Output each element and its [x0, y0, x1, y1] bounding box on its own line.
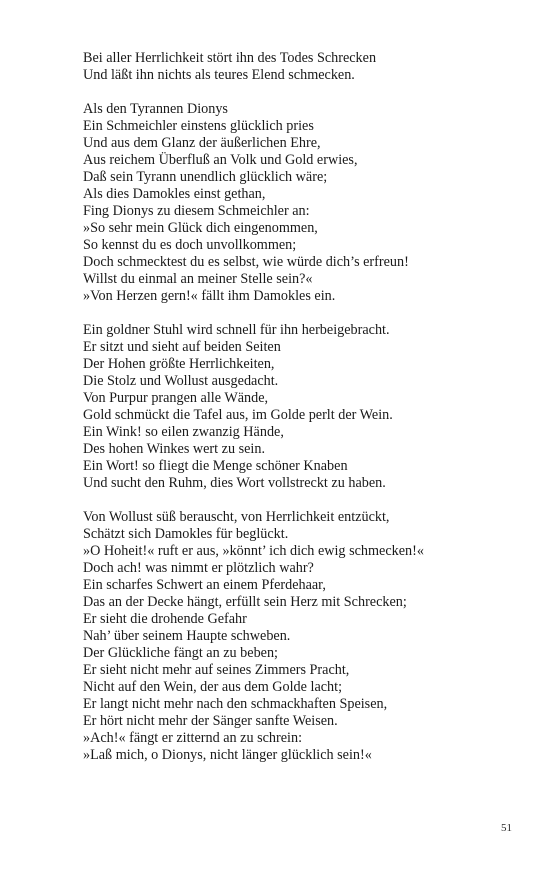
verse-line: Und läßt ihn nichts als teures Elend schmecken.	[83, 67, 355, 83]
verse-line: Nah’ über seinem Haupte schweben.	[83, 628, 291, 644]
verse-line: Aus reichem Überfluß an Volk und Gold erwies,	[83, 152, 358, 168]
verse-line: Und sucht den Ruhm, dies Wort vollstreckt zu haben.	[83, 475, 386, 491]
verse-line: Von Wollust süß berauscht, von Herrlichkeit entzückt,	[83, 509, 390, 525]
stanza-3	[83, 322, 523, 492]
verse-line: Ein goldner Stuhl wird schnell für ihn herbeigebracht.	[83, 322, 390, 338]
verse-line: Gold schmückt die Tafel aus, im Golde perlt der Wein.	[83, 407, 393, 423]
verse-line: »Von Herzen gern!« fällt ihm Damokles ein.	[83, 288, 336, 304]
poem-text	[83, 50, 523, 781]
verse-line: Der Hohen größte Herrlichkeiten,	[83, 356, 275, 372]
verse-line: Das an der Decke hängt, erfüllt sein Herz mit Schrecken;	[83, 594, 407, 610]
verse-line: »So sehr mein Glück dich eingenommen,	[83, 220, 318, 236]
verse-line: Des hohen Winkes wert zu sein.	[83, 441, 265, 457]
verse-line: Von Purpur prangen alle Wände,	[83, 390, 269, 406]
verse-line: Er sieht die drohende Gefahr	[83, 611, 247, 627]
verse-line: Er sieht nicht mehr auf seines Zimmers Pracht,	[83, 662, 350, 678]
verse-line: Als den Tyrannen Dionys	[83, 101, 228, 117]
verse-line: So kennst du es doch unvollkommen;	[83, 237, 297, 253]
verse-line: Er langt nicht mehr nach den schmackhaften Speisen,	[83, 696, 388, 712]
verse-line: Fing Dionys zu diesem Schmeichler an:	[83, 203, 310, 219]
verse-line: Und aus dem Glanz der äußerlichen Ehre,	[83, 135, 321, 151]
verse-line: Nicht auf den Wein, der aus dem Golde lacht;	[83, 679, 343, 695]
verse-line: Schätzt sich Damokles für beglückt.	[83, 526, 289, 542]
verse-line: Ein Wink! so eilen zwanzig Hände,	[83, 424, 284, 440]
verse-line: »O Hoheit!« ruft er aus, »könnt’ ich dich ewig schmecken!«	[83, 543, 424, 559]
verse-line: Willst du einmal an meiner Stelle sein?«	[83, 271, 313, 287]
verse-line: Ein Wort! so fliegt die Menge schöner Knaben	[83, 458, 348, 474]
stanza-4	[83, 509, 523, 764]
verse-line: Die Stolz und Wollust ausgedacht.	[83, 373, 279, 389]
stanza-1	[83, 50, 523, 84]
stanza-2	[83, 101, 523, 305]
verse-line: »Ach!« fängt er zitternd an zu schrein:	[83, 730, 303, 746]
page-number: 51	[501, 822, 512, 834]
verse-line: »Laß mich, o Dionys, nicht länger glücklich sein!«	[83, 747, 372, 763]
verse-line: Der Glückliche fängt an zu beben;	[83, 645, 278, 661]
verse-line: Ein Schmeichler einstens glücklich pries	[83, 118, 314, 134]
verse-line: Als dies Damokles einst gethan,	[83, 186, 266, 202]
verse-line: Bei aller Herrlichkeit stört ihn des Todes Schrecken	[83, 50, 377, 66]
verse-line: Doch schmecktest du es selbst, wie würde dich’s erfreun!	[83, 254, 409, 270]
verse-line: Doch ach! was nimmt er plötzlich wahr?	[83, 560, 314, 576]
verse-line: Daß sein Tyrann unendlich glücklich wäre;	[83, 169, 328, 185]
verse-line: Ein scharfes Schwert an einem Pferdehaar,	[83, 577, 326, 593]
verse-line: Er hört nicht mehr der Sänger sanfte Weisen.	[83, 713, 338, 729]
verse-line: Er sitzt und sieht auf beiden Seiten	[83, 339, 281, 355]
